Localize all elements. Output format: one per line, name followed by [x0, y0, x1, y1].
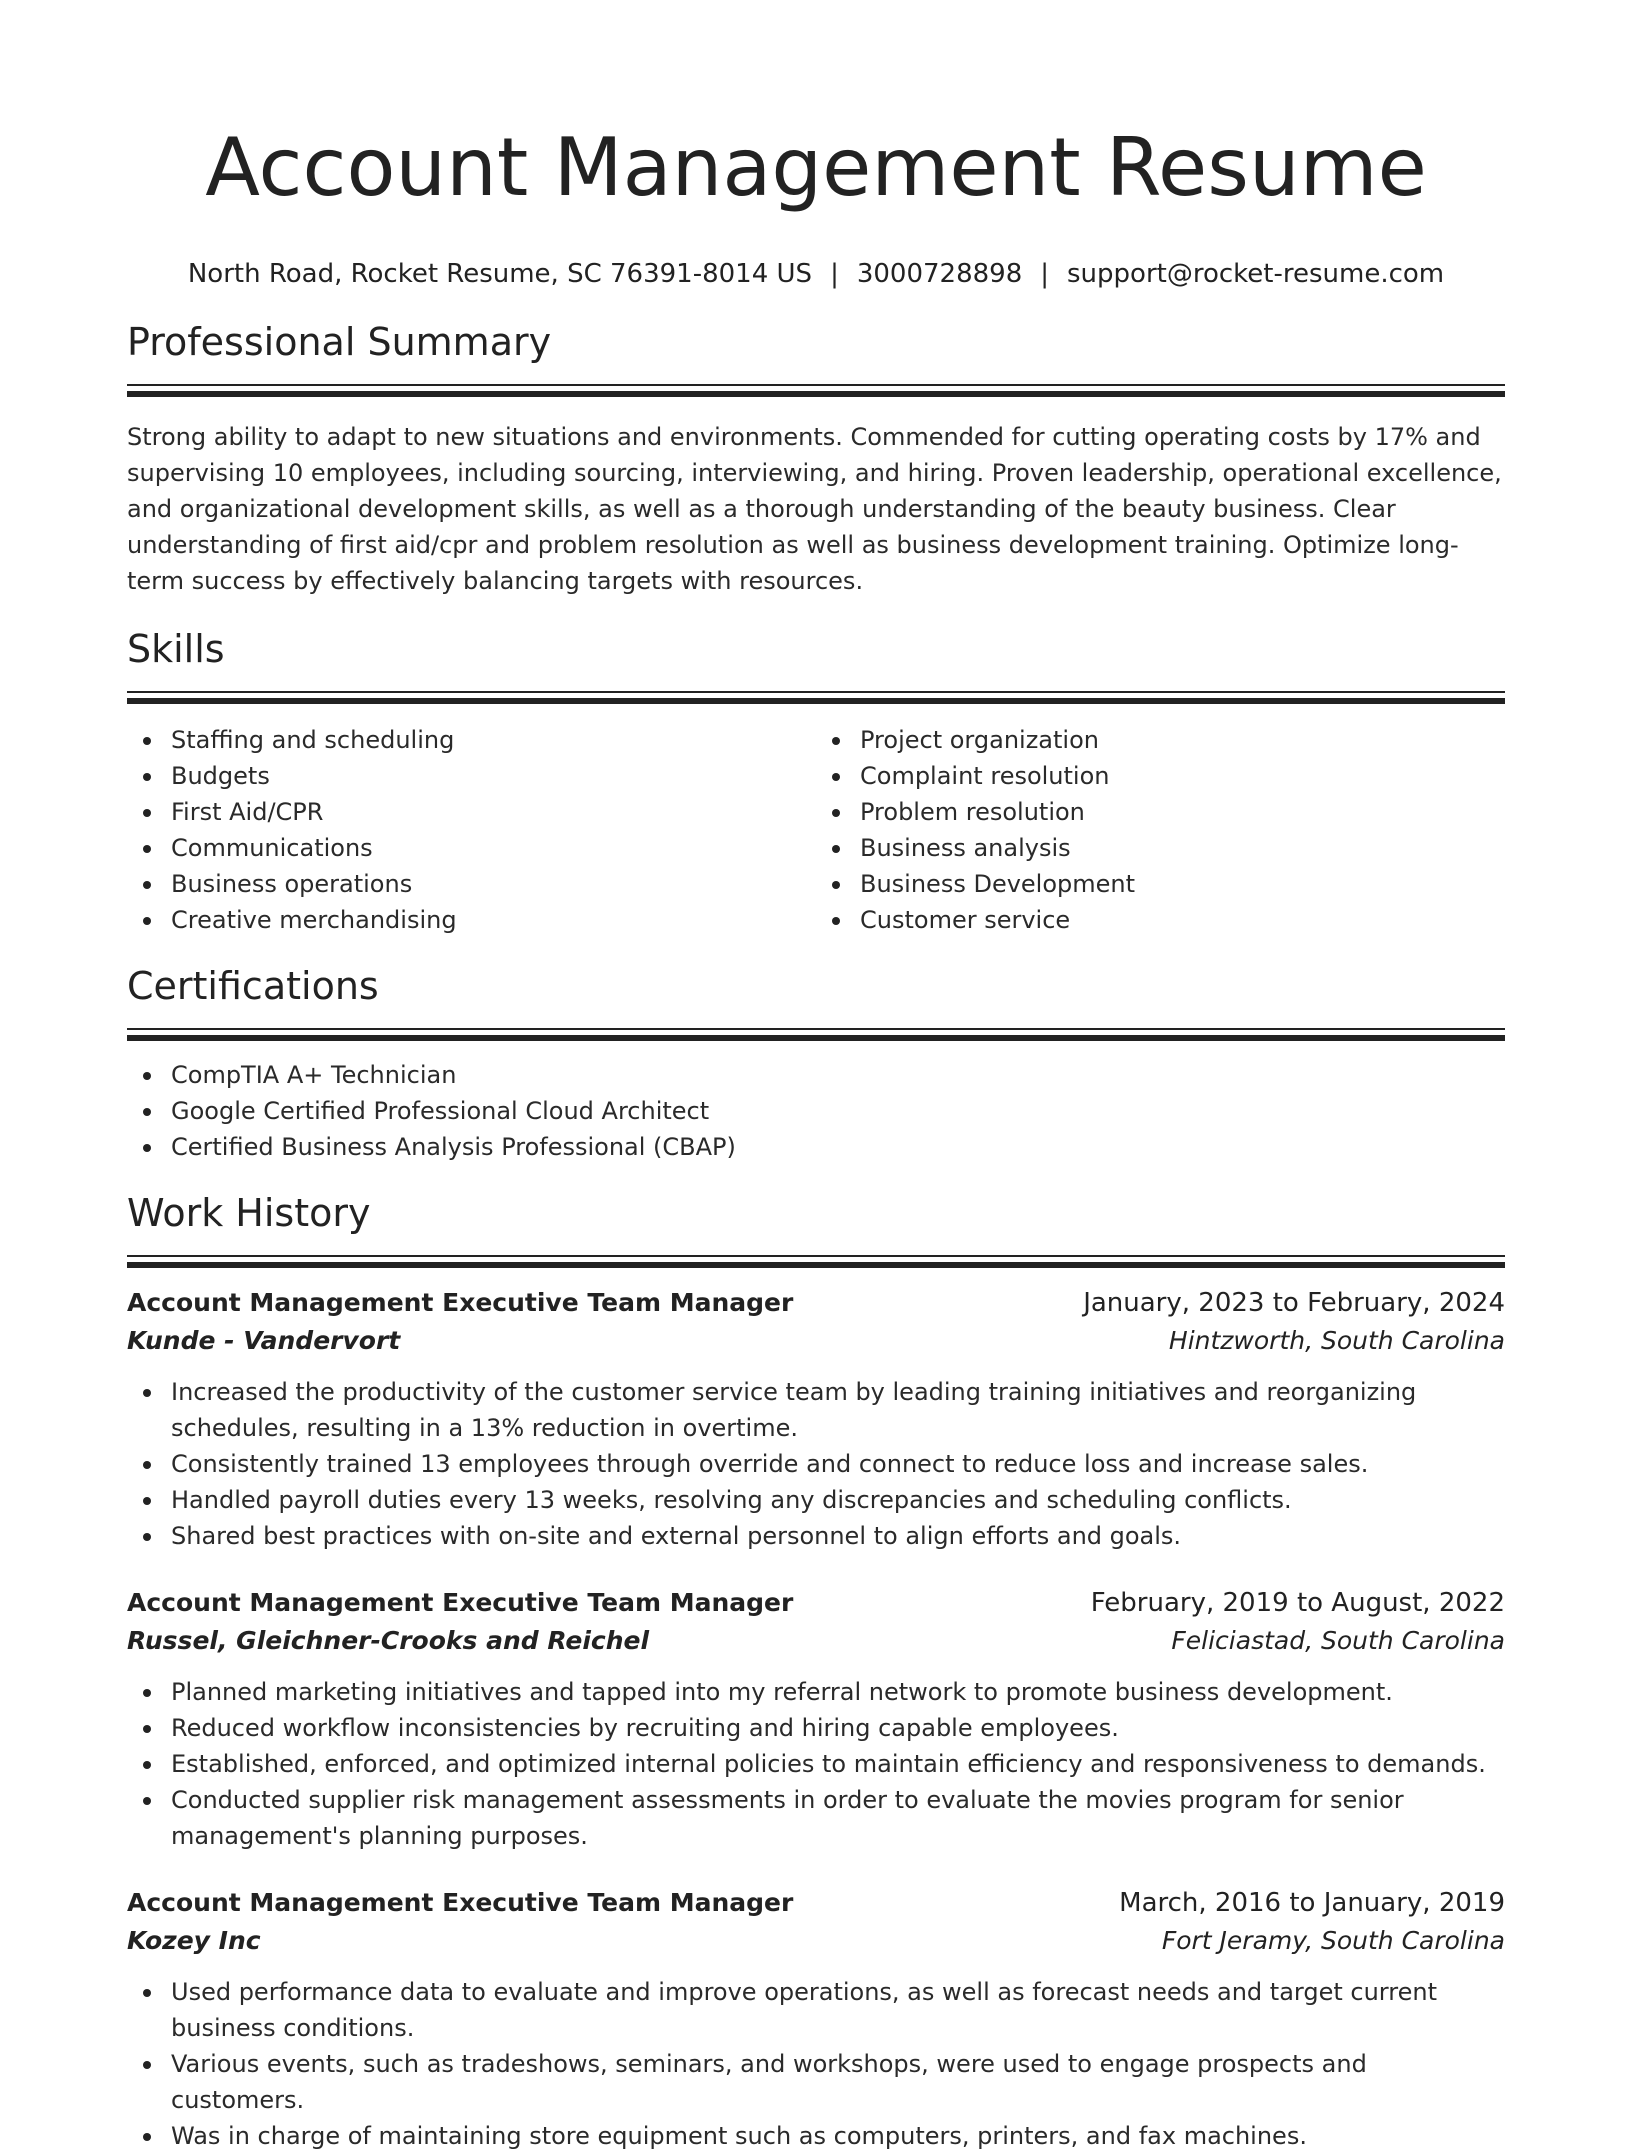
section-heading-skills: Skills	[127, 627, 225, 671]
skill-item: First Aid/CPR	[171, 794, 816, 830]
job-dates: February, 2019 to August, 2022	[1090, 1588, 1505, 1618]
skill-item: Project organization	[860, 722, 1505, 758]
job-bullet: Conducted supplier risk management assessments in order to evaluate the movies program for senior management's planning purposes.	[171, 1782, 1505, 1854]
contact-phone: 3000728898	[856, 259, 1023, 289]
job-bullets	[127, 1974, 1505, 2154]
job-header	[127, 1884, 1505, 1922]
job-bullets	[127, 1674, 1505, 1854]
job-location: Fort Jeramy, South Carolina	[1161, 1926, 1505, 1955]
certifications-list	[127, 1057, 1505, 1165]
job-bullet: Consistently trained 13 employees through override and connect to reduce loss and increase sales.	[171, 1446, 1505, 1482]
section-heading-summary: Professional Summary	[127, 320, 552, 364]
certification-item: Certified Business Analysis Professional (CBAP)	[171, 1129, 1505, 1165]
work-history-section	[127, 1189, 1505, 2154]
job-bullets	[127, 1374, 1505, 1554]
section-rule	[127, 691, 1505, 693]
job-bullet: Established, enforced, and optimized internal policies to maintain efficiency and responsiveness to demands.	[171, 1746, 1505, 1782]
summary-text: Strong ability to adapt to new situations and environments. Commended for cutting operating costs by 17% and supervising 10 employees, including sourcing, interviewing, and hiring. Proven leadership, operational excellence, and organizational development skills, as well as a thorough understanding of the beauty business. Clear understanding of first aid/cpr and problem resolution as well as business development training. Optimize long-term success by effectively balancing targets with resources.	[127, 423, 1502, 595]
job-entry	[127, 1284, 1505, 1554]
job-company: Russel, Gleichner-Crooks and Reichel	[127, 1626, 650, 1655]
section-rule	[127, 1255, 1505, 1257]
job-entry	[127, 1584, 1505, 1854]
skills-list-right	[816, 722, 1505, 938]
job-entry	[127, 1884, 1505, 2154]
job-company: Kunde - Vandervort	[127, 1326, 401, 1355]
contact-separator: |	[830, 259, 839, 289]
skill-item: Business analysis	[860, 830, 1505, 866]
job-header	[127, 1284, 1505, 1322]
job-dates: March, 2016 to January, 2019	[1119, 1888, 1505, 1918]
skill-item: Customer service	[860, 902, 1505, 938]
skill-item: Problem resolution	[860, 794, 1505, 830]
skill-item: Creative merchandising	[171, 902, 816, 938]
certification-item: Google Certified Professional Cloud Architect	[171, 1093, 1505, 1129]
contact-separator: |	[1040, 259, 1050, 289]
job-bullet: Various events, such as tradeshows, seminars, and workshops, were used to engage prospects and customers.	[171, 2046, 1505, 2118]
job-bullet: Used performance data to evaluate and improve operations, as well as forecast needs and target current business conditions.	[171, 1974, 1505, 2046]
section-heading-work-history: Work History	[127, 1191, 371, 1235]
contact-line	[127, 256, 1505, 292]
contact-email: support@rocket-resume.com	[1067, 259, 1445, 289]
job-bullet: Shared best practices with on-site and external personnel to align efforts and goals.	[171, 1518, 1505, 1554]
certification-item: CompTIA A+ Technician	[171, 1057, 1505, 1093]
skills-grid	[127, 722, 1505, 938]
job-subheader	[127, 1322, 1505, 1360]
job-location: Hintzworth, South Carolina	[1168, 1326, 1505, 1355]
job-bullet: Planned marketing initiatives and tapped into my referral network to promote business development.	[171, 1674, 1505, 1710]
skill-item: Budgets	[171, 758, 816, 794]
skill-item: Staffing and scheduling	[171, 722, 816, 758]
section-heading-certifications: Certifications	[127, 964, 379, 1008]
section-rule-thick	[127, 391, 1505, 397]
skill-item: Complaint resolution	[860, 758, 1505, 794]
job-bullet: Reduced workflow inconsistencies by recruiting and hiring capable employees.	[171, 1710, 1505, 1746]
job-subheader	[127, 1622, 1505, 1660]
page-title: Account Management Resume	[205, 121, 1427, 214]
section-rule-thick	[127, 698, 1505, 704]
skill-item: Business Development	[860, 866, 1505, 902]
section-rule	[127, 384, 1505, 386]
skill-item: Business operations	[171, 866, 816, 902]
job-title: Account Management Executive Team Manager	[127, 1588, 794, 1617]
skills-section	[127, 625, 1505, 938]
job-subheader	[127, 1922, 1505, 1960]
skills-list-left	[127, 722, 816, 938]
section-rule-thick	[127, 1262, 1505, 1268]
job-header	[127, 1584, 1505, 1622]
job-bullet: Handled payroll duties every 13 weeks, resolving any discrepancies and scheduling conflicts.	[171, 1482, 1505, 1518]
job-bullet: Was in charge of maintaining store equipment such as computers, printers, and fax machines.	[171, 2118, 1505, 2154]
section-rule	[127, 1028, 1505, 1030]
contact-address: North Road, Rocket Resume, SC 76391-8014 US	[187, 259, 813, 289]
skill-item: Communications	[171, 830, 816, 866]
job-bullet: Increased the productivity of the customer service team by leading training initiatives and reorganizing schedules, resulting in a 13% reduction in overtime.	[171, 1374, 1505, 1446]
job-title: Account Management Executive Team Manager	[127, 1288, 794, 1317]
job-title: Account Management Executive Team Manager	[127, 1888, 794, 1917]
summary-section	[127, 318, 1505, 599]
section-rule-thick	[127, 1035, 1505, 1041]
job-company: Kozey Inc	[127, 1926, 261, 1955]
certifications-section	[127, 962, 1505, 1165]
job-dates: January, 2023 to February, 2024	[1083, 1288, 1505, 1318]
job-location: Feliciastad, South Carolina	[1171, 1626, 1505, 1655]
